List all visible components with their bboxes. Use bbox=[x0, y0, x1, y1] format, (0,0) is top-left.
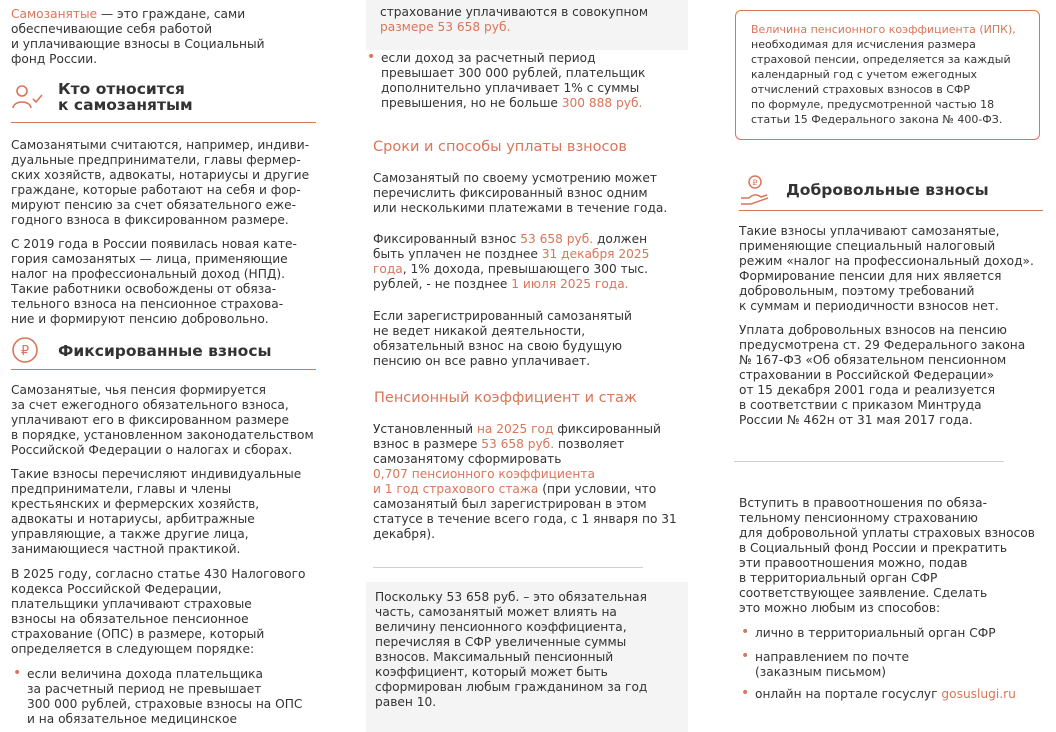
text-line: тельному пенсионному страхованию bbox=[739, 511, 978, 525]
who-title-line: к самозанятым bbox=[58, 96, 193, 114]
text-line: в Социальный фонд России и прекратить bbox=[739, 541, 1008, 555]
text-line: в соответствии с приказом Минтруда bbox=[739, 398, 982, 412]
ipk-info-box bbox=[735, 10, 1040, 140]
voluntary-heading bbox=[739, 174, 1043, 214]
text-line: величину пенсионного коэффициента, bbox=[375, 620, 627, 634]
text-line: Такие взносы перечисляют индивидуальные bbox=[11, 467, 302, 481]
date-highlight: года bbox=[373, 262, 403, 276]
text-line: если доход за расчетный период bbox=[381, 51, 596, 65]
person-check-icon bbox=[11, 82, 45, 112]
list-item bbox=[11, 667, 302, 727]
text-line: (заказным письмом) bbox=[755, 665, 887, 679]
amount-highlight: 53 658 руб. bbox=[520, 232, 594, 246]
text-line: Российской Федерации о налогах и сборах. bbox=[11, 443, 293, 457]
list-item bbox=[739, 687, 1016, 702]
fixed-paragraph-2 bbox=[11, 467, 301, 557]
fixed-title: Фиксированные взносы bbox=[58, 342, 272, 360]
text-line: или несколькими платежами в течение года. bbox=[373, 201, 668, 215]
fixed-paragraph-3 bbox=[11, 567, 306, 657]
text-line: декабря). bbox=[373, 527, 435, 541]
text-line: не ведет никакой деятельности, bbox=[373, 324, 586, 338]
text-line: предусмотрена ст. 29 Федерального закона bbox=[739, 338, 1026, 352]
fixed-paragraph-1 bbox=[11, 383, 314, 458]
amount-highlight: 300 888 руб. bbox=[561, 96, 643, 110]
coefficient-highlight: 0,707 пенсионного коэффициента bbox=[373, 467, 595, 481]
text-line: 300 000 рублей, страховые взносы на ОПС bbox=[27, 697, 303, 711]
text-line: страховании в Российской Федерации» bbox=[739, 368, 995, 382]
voluntary-title: Добровольные взносы bbox=[786, 181, 989, 199]
text-line: Установленный bbox=[373, 422, 477, 436]
text-line: по формуле, предусмотренной частью 18 bbox=[751, 98, 995, 111]
text-line: годного взноса в фиксированном размере. bbox=[11, 213, 289, 227]
text-line: часть, самозанятый может влиять на bbox=[375, 605, 617, 619]
text-line: Вступить в правоотношения по обяза- bbox=[739, 496, 987, 510]
terms-paragraph-2 bbox=[373, 232, 649, 292]
text-line: должен bbox=[593, 232, 648, 246]
voluntary-paragraph-1 bbox=[739, 224, 1034, 314]
ruble-coin-icon bbox=[11, 336, 39, 364]
who-heading bbox=[11, 80, 316, 126]
text-line: взнос в размере bbox=[373, 437, 482, 451]
text-line: если величина дохода плательщика bbox=[27, 667, 263, 681]
year-highlight: на 2025 год bbox=[476, 422, 554, 436]
coefficient-paragraph-2 bbox=[375, 590, 647, 710]
text-line: взносов. Максимальный пенсионный bbox=[375, 650, 614, 664]
text-line: быть уплачен не позднее bbox=[373, 247, 542, 261]
text-line: коэффициент, который может быть bbox=[375, 665, 608, 679]
intro-text: фонд России. bbox=[11, 52, 98, 66]
who-paragraph-2 bbox=[11, 237, 297, 327]
svg-text:₽: ₽ bbox=[20, 344, 30, 359]
hand-coin-icon bbox=[739, 174, 771, 208]
text-line: лично в территориальный орган СФР bbox=[755, 626, 996, 640]
text-line: применяющие специальный налоговый bbox=[739, 239, 996, 253]
list-item bbox=[365, 51, 645, 111]
text-line: страхование (ОПС) в размере, который bbox=[11, 627, 265, 641]
text-line: статусе в течение всего года, с 1 января по 31 bbox=[373, 512, 677, 526]
text-line: за счет ежегодного обязательного взноса, bbox=[11, 398, 289, 412]
date-highlight: 1 июля 2025 года. bbox=[511, 277, 629, 291]
text-line: страховой пенсии, определяется за каждый bbox=[751, 53, 1011, 66]
text-line: от 15 декабря 2001 года и реализуется bbox=[739, 383, 996, 397]
text-line: добровольным, поэтому требований bbox=[739, 284, 975, 298]
text-line: в территориальный орган СФР bbox=[739, 571, 938, 585]
text-line: России № 462н от 31 мая 2017 года. bbox=[739, 413, 973, 427]
text-line: предприниматели, главы и члены bbox=[11, 482, 232, 496]
text-line: крестьянских и фермерских хозяйств, bbox=[11, 497, 260, 511]
intro-text: обеспечивающие себя работой bbox=[11, 22, 213, 36]
terms-paragraph-1 bbox=[373, 171, 667, 216]
ipk-info-text bbox=[751, 22, 1016, 127]
terms-title: Сроки и способы уплаты взносов bbox=[373, 139, 627, 155]
who-paragraph-1 bbox=[11, 138, 309, 228]
text-line: Самозанятые, чья пенсия формируется bbox=[11, 383, 267, 397]
text-line: Если зарегистрированный самозанятый bbox=[373, 309, 632, 323]
amount-highlight: 53 658 руб. bbox=[481, 437, 555, 451]
text-line: дополнительно уплачивает 1% с суммы bbox=[381, 81, 640, 95]
text-line: рублей, - не позднее bbox=[373, 277, 512, 291]
text-line: определяется в следующем порядке: bbox=[11, 642, 255, 656]
text-line: Фиксированный взнос bbox=[373, 232, 521, 246]
text-line: кодекса Российской Федерации, bbox=[11, 582, 222, 596]
text-line: направлением по почте bbox=[755, 650, 910, 664]
date-highlight: 31 декабря 2025 bbox=[541, 247, 650, 261]
text-line: занимающиеся частной практикой. bbox=[11, 542, 241, 556]
text-line: Поскольку 53 658 руб. – это обязательная bbox=[375, 590, 647, 604]
text-line: (при условии, что bbox=[538, 482, 657, 496]
text-line: эти правоотношения можно, подав bbox=[739, 556, 968, 570]
text-line: сформирован любым гражданином за год bbox=[375, 680, 648, 694]
fixed-heading bbox=[11, 336, 316, 372]
text-line: перечислить фиксированный взнос одним bbox=[373, 186, 648, 200]
intro-text: и уплачивающие взносы в Социальный bbox=[11, 37, 265, 51]
text-line: и на обязательное медицинское bbox=[27, 712, 237, 726]
text-line: Самозанятыми считаются, например, индиви- bbox=[11, 138, 310, 152]
who-title bbox=[58, 81, 193, 113]
text-line: для добровольной уплаты страховых взносов bbox=[739, 526, 1035, 540]
text-line: равен 10. bbox=[375, 695, 437, 709]
gosuslugi-link[interactable]: gosuslugi.ru bbox=[941, 687, 1016, 701]
text-line: гория самозанятых — лица, применяющие bbox=[11, 252, 288, 266]
who-title-line: Кто относится bbox=[58, 80, 185, 98]
text-line: онлайн на портале госуслуг bbox=[755, 687, 942, 701]
intro-text: — это граждане, сами bbox=[97, 7, 246, 21]
text-line: это можно любым из способов: bbox=[739, 601, 941, 615]
list-item bbox=[739, 626, 996, 641]
text-line: Уплата добровольных взносов на пенсию bbox=[739, 323, 1007, 337]
text-line: С 2019 года в России появилась новая кате- bbox=[11, 237, 297, 251]
list-item bbox=[739, 650, 909, 680]
text-line: обязательный взнос на свою будущую bbox=[373, 339, 622, 353]
text-line: , 1% дохода, превышающего 300 тыс. bbox=[402, 262, 648, 276]
text-line: В 2025 году, согласно статье 430 Налогового bbox=[11, 567, 306, 581]
text-line: самозанятый был зарегистрирован в этом bbox=[373, 497, 647, 511]
text-line: календарный год с учетом ежегодных bbox=[751, 68, 978, 81]
heading-rule bbox=[11, 369, 316, 370]
text-line: в порядке, установленном законодательством bbox=[11, 428, 314, 442]
text-line: позволяет bbox=[554, 437, 625, 451]
text-line: Такие взносы уплачивают самозанятые, bbox=[739, 224, 1000, 238]
text-line: за расчетный период не превышает bbox=[27, 682, 262, 696]
join-paragraph bbox=[739, 496, 1035, 616]
text-line: адвокаты и нотариусы, арбитражные bbox=[11, 512, 255, 526]
text-line: ние и формируют пенсию добровольно. bbox=[11, 312, 269, 326]
continued-paragraph bbox=[380, 5, 648, 35]
text-line: к суммам и периодичности взносов нет. bbox=[739, 299, 999, 313]
text-line: уплачивают его в фиксированном размере bbox=[11, 413, 289, 427]
heading-rule bbox=[11, 122, 316, 123]
text-line: пенсию он все равно уплачивает. bbox=[373, 354, 591, 368]
text-line: ских хозяйств, адвокаты, нотариусы и другие bbox=[11, 168, 310, 182]
amount-highlight: размере 53 658 руб. bbox=[380, 20, 511, 34]
text-line: Формирование пенсии для них является bbox=[739, 269, 1002, 283]
coefficient-title: Пенсионный коэффициент и стаж bbox=[374, 390, 637, 406]
text-line: налог на профессиональный доход (НПД). bbox=[11, 267, 286, 281]
text-line: дуальные предприниматели, главы фермер- bbox=[11, 153, 301, 167]
divider bbox=[734, 461, 1004, 462]
text-line: перечисляя в СФР увеличенные суммы bbox=[375, 635, 627, 649]
text-line: необходимая для исчисления размера bbox=[751, 38, 976, 51]
text-line: тельного взноса на пенсионное страхова- bbox=[11, 297, 284, 311]
coefficient-paragraph-1 bbox=[373, 422, 677, 542]
seniority-highlight: и 1 год страхового стажа bbox=[373, 482, 539, 496]
text-line: режим «налог на профессиональный доход». bbox=[739, 254, 1034, 268]
text-line: управляющие, а также другие лица, bbox=[11, 527, 249, 541]
text-line: № 167-ФЗ «Об обязательном пенсионном bbox=[739, 353, 1007, 367]
heading-rule bbox=[739, 210, 1043, 211]
text-line: соответствующее заявление. Сделать bbox=[739, 586, 988, 600]
intro-paragraph bbox=[11, 7, 265, 67]
ipk-highlight: Величина пенсионного коэффициента (ИПК), bbox=[751, 23, 1016, 36]
text-line: превышает 300 000 рублей, плательщик bbox=[381, 66, 646, 80]
text-line: плательщики уплачивают страховые bbox=[11, 597, 252, 611]
text-line: взносы на обязательное пенсионное bbox=[11, 612, 249, 626]
text-line: страхование уплачиваются в совокупном bbox=[380, 5, 649, 19]
text-line: превышения, но не больше bbox=[381, 96, 562, 110]
svg-text:₽: ₽ bbox=[752, 178, 758, 188]
text-line: мируют пенсию за счет обязательного еже- bbox=[11, 198, 297, 212]
text-line: самозанятому сформировать bbox=[373, 452, 562, 466]
text-line: Самозанятый по своему усмотрению может bbox=[373, 171, 657, 185]
divider bbox=[373, 567, 643, 568]
terms-paragraph-3 bbox=[373, 309, 632, 369]
text-line: фиксированный bbox=[553, 422, 661, 436]
voluntary-paragraph-2 bbox=[739, 323, 1025, 428]
text-line: статьи 15 Федерального закона № 400-ФЗ. bbox=[751, 113, 1003, 126]
text-line: отчислений страховых взносов в СФР bbox=[751, 83, 970, 96]
intro-term: Самозанятые bbox=[11, 7, 98, 21]
text-line: граждане, которые работают на себя и фор- bbox=[11, 183, 301, 197]
text-line: Такие работники освобождены от обяза- bbox=[11, 282, 277, 296]
